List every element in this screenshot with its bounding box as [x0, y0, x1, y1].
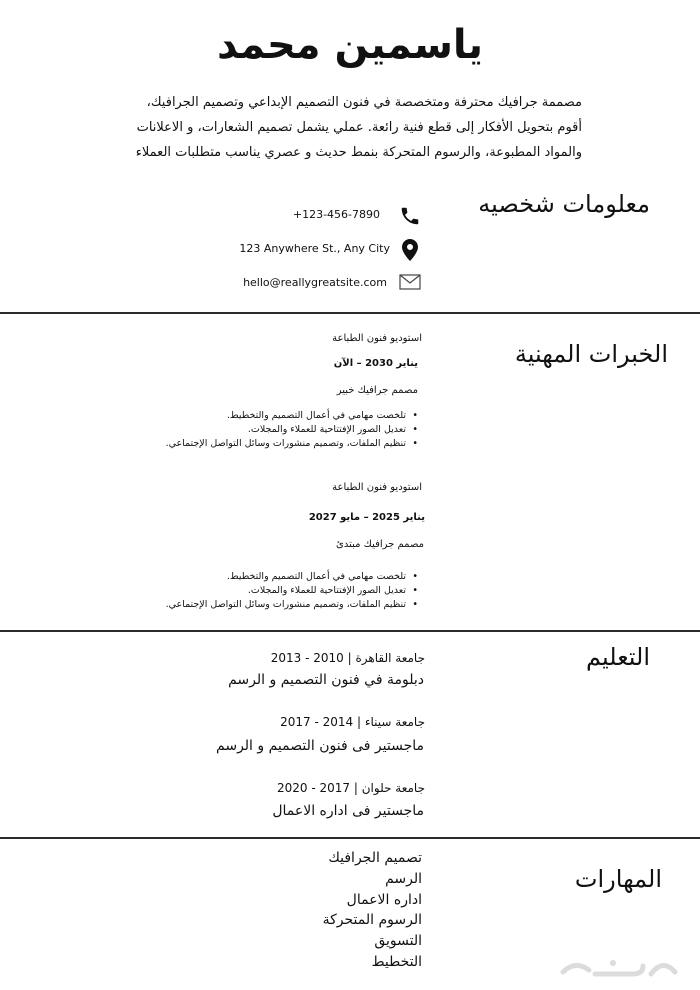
job-1-bullet-2: • تعديل الصور الإفتتاحية للعملاء والمجلات.: [118, 423, 418, 437]
envelope-icon: [398, 270, 422, 294]
address-text: 123 Anywhere St., Any City: [239, 242, 390, 255]
education-2-school: جامعة سيناء | 2014 - 2017: [280, 715, 425, 729]
job-1-period: يناير 2030 – الآن: [333, 358, 418, 369]
section-title-personal: معلومات شخصيه: [478, 190, 650, 218]
skill-item: اداره الاعمال: [346, 892, 422, 908]
skill-item: التسويق: [374, 933, 422, 949]
job-1-bullets: [118, 409, 418, 451]
job-2-bullet-2: • تعديل الصور الإفتتاحية للعملاء والمجلات.: [118, 584, 418, 598]
section-title-skills: المهارات: [574, 865, 662, 893]
phone-text: +123-456-7890: [292, 208, 380, 221]
job-2-company: استوديو فنون الطباعة: [332, 482, 422, 493]
job-2-role: مصمم جرافيك مبتدئ: [336, 539, 424, 550]
email-text: hello@reallygreatsite.com: [243, 276, 387, 289]
summary-line-1: مصممة جرافيك محترفة ومتخصصة في فنون التصميم الإبداعي وتصميم الجرافيك،: [146, 95, 582, 110]
divider-2: [0, 630, 700, 632]
location-pin-icon: [398, 238, 422, 262]
section-title-experience: الخبرات المهنية: [514, 340, 668, 368]
skill-item: تصميم الجرافيك: [328, 850, 422, 866]
job-1-bullet-3: • تنظيم الملفات، وتصميم منشورات وسائل التواصل الإجتماعي.: [118, 437, 418, 451]
job-2-bullet-1: • تلخصت مهامي في أعمال التصميم والتخطيط.: [118, 570, 418, 584]
job-2-bullets: [118, 570, 418, 612]
skill-item: الرسم: [385, 871, 422, 887]
job-1-company: استوديو فنون الطباعة: [332, 333, 422, 344]
skill-item: التخطيط: [371, 954, 422, 970]
section-title-education: التعليم: [586, 643, 650, 671]
divider-3: [0, 837, 700, 839]
phone-icon: [398, 204, 422, 228]
job-2-period: يناير 2025 – مايو 2027: [308, 512, 425, 523]
job-2-bullet-3: • تنظيم الملفات، وتصميم منشورات وسائل التواصل الإجتماعي.: [118, 598, 418, 612]
skill-item: الرسوم المتحركة: [322, 912, 422, 928]
divider-1: [0, 312, 700, 314]
haraj-logo-watermark: [555, 954, 680, 984]
resume-name: ياسمين محمد: [217, 22, 483, 68]
education-3-degree: ماجستير فى اداره الاعمال: [272, 803, 424, 819]
education-2-degree: ماجستير فى فنون التصميم و الرسم: [216, 738, 424, 754]
education-1-school: جامعة القاهرة | 2010 - 2013: [270, 651, 425, 665]
summary-line-2: أقوم بتحويل الأفكار إلى قطع فنية رائعة. عملي يشمل تصميم الشعارات، و الاعلانات: [136, 120, 582, 135]
education-3-school: جامعة حلوان | 2017 - 2020: [276, 781, 425, 795]
summary-line-3: والمواد المطبوعة، والرسوم المتحركة بنمط حديث و عصري يناسب متطلبات العملاء: [135, 145, 582, 160]
job-1-bullet-1: • تلخصت مهامي في أعمال التصميم والتخطيط.: [118, 409, 418, 423]
education-1-degree: دبلومة في فنون التصميم و الرسم: [228, 672, 424, 688]
job-1-role: مصمم جرافيك خبير: [336, 385, 418, 396]
